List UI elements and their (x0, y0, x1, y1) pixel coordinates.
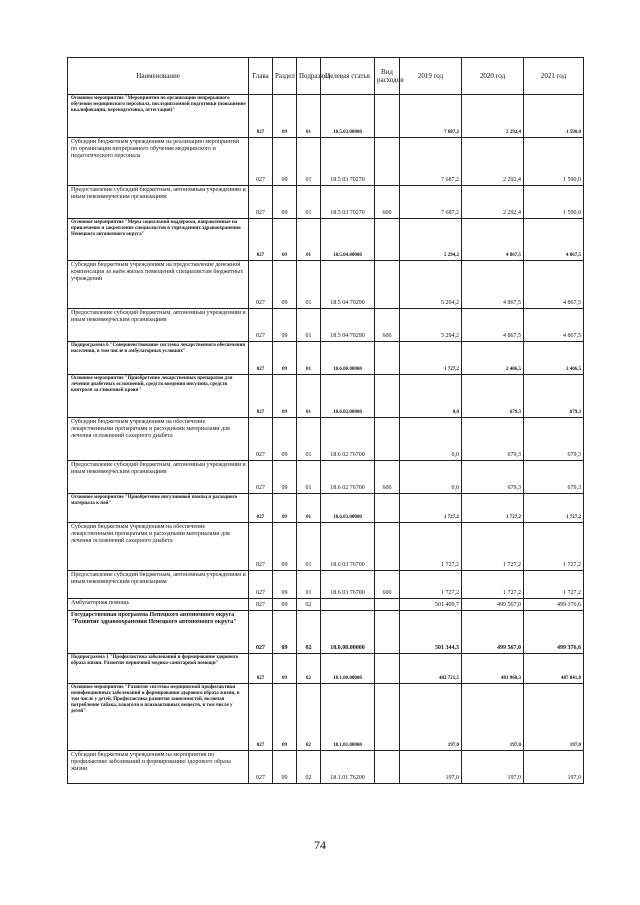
cell-chapter: 027 (249, 418, 273, 461)
cell-expense-type (375, 219, 400, 261)
cell-expense-type: 600 (375, 571, 400, 599)
cell-target: 18.6.02.00000 (321, 375, 375, 418)
cell-section: 09 (273, 342, 297, 375)
cell-name: Амбулаторная помощь (68, 599, 249, 611)
cell-2021: 679,3 (524, 418, 584, 461)
cell-2021: 679,3 (524, 461, 584, 494)
cell-chapter: 027 (249, 523, 273, 571)
cell-2021: 4 867,5 (524, 309, 584, 342)
table-row (68, 751, 584, 784)
cell-expense-type (375, 375, 400, 418)
cell-section: 09 (273, 375, 297, 418)
cell-2020: 4 867,5 (462, 219, 524, 261)
cell-target: 18.6 02 76700 (321, 461, 375, 494)
cell-2020: 1 727,2 (462, 494, 524, 523)
cell-expense-type (375, 494, 400, 523)
table-row (68, 494, 584, 523)
cell-name: Основное мероприятие "Меры социальной поддержки, направленные на привлечение и закрепление специалистов в учреждениях здравоохранения Ненецкого автономного округа" (68, 219, 249, 261)
cell-subsection: 02 (297, 684, 321, 751)
table-row (68, 611, 584, 654)
cell-chapter: 027 (249, 95, 273, 138)
cell-expense-type (375, 654, 400, 684)
cell-2020: 1 727,2 (462, 523, 524, 571)
cell-2021: 1 590,0 (524, 95, 584, 138)
table-row (68, 523, 584, 571)
cell-2019: 5 294,2 (400, 261, 462, 309)
cell-target: 18.5 03 70270 (321, 186, 375, 219)
cell-2020: 4 867,5 (462, 309, 524, 342)
cell-name: Основное мероприятие "Приобретение инсулиновой помпы и расходного материала к ней" (68, 494, 249, 523)
header-subsection: Подраздел (297, 58, 321, 95)
cell-section: 09 (273, 494, 297, 523)
cell-2020: 499 567,0 (462, 599, 524, 611)
cell-2020: 481 960,3 (462, 654, 524, 684)
cell-name: Субсидии бюджетным учреждениям на мероприятия по профилактике заболеваний и формированию здорового образа жизни (68, 751, 249, 784)
cell-name: Предоставление субсидий бюджетным, автономным учреждениям и иным некоммерческим организациям (68, 309, 249, 342)
cell-name: Подпрограмма 1 "Профилактика заболеваний и формирование здорового образа жизни. Развитие первичной медико-санитарной помощи" (68, 654, 249, 684)
cell-expense-type: 600 (375, 186, 400, 219)
cell-name: Основное мероприятие "Мероприятия по организации непрерывного обучения медицинского персонала, последипломной подготовки (повышение квалификации, переподготовка, аттестация)" (68, 95, 249, 138)
cell-name: Основное мероприятие "Развитие системы медицинской профилактики неинфекционных заболеваний и формирования здорового образа жизни, в том числе у детей. Профилактика развития зависимостей, включая потребление табака, алкоголя и психоактивных веществ, в том числе у детей" (68, 684, 249, 751)
cell-target: 18.5 03 70270 (321, 138, 375, 186)
table-row (68, 219, 584, 261)
cell-subsection: 01 (297, 261, 321, 309)
cell-chapter: 027 (249, 599, 273, 611)
header-chapter: Глава (249, 58, 273, 95)
cell-name: Субсидии бюджетным учреждениям на предоставление денежной компенсации за наём жилых помещений специалистам бюджетных учреждений (68, 261, 249, 309)
cell-section: 09 (273, 461, 297, 494)
cell-expense-type (375, 261, 400, 309)
cell-expense-type (375, 95, 400, 138)
table-row (68, 309, 584, 342)
cell-subsection: 01 (297, 219, 321, 261)
cell-2019: 0,0 (400, 418, 462, 461)
cell-expense-type (375, 418, 400, 461)
cell-2019: 482 721,5 (400, 654, 462, 684)
cell-target: 18.5 04 70290 (321, 309, 375, 342)
cell-expense-type (375, 599, 400, 611)
cell-2021: 197,0 (524, 684, 584, 751)
cell-target: 18.5 04 70290 (321, 261, 375, 309)
cell-target: 18.6 02 76700 (321, 418, 375, 461)
table-row (68, 342, 584, 375)
cell-chapter: 027 (249, 684, 273, 751)
cell-chapter: 027 (249, 461, 273, 494)
cell-section: 09 (273, 751, 297, 784)
cell-2021: 679,3 (524, 375, 584, 418)
cell-2019: 197,0 (400, 751, 462, 784)
cell-section: 09 (273, 186, 297, 219)
cell-2019: 0,0 (400, 461, 462, 494)
cell-subsection: 01 (297, 309, 321, 342)
cell-target: 18.6.03.00000 (321, 494, 375, 523)
cell-2019: 5 294,2 (400, 219, 462, 261)
cell-name: Субсидии бюджетным учреждениям на реализацию мероприятий по организации непрерывного обучения медицинского и педагогического персонала (68, 138, 249, 186)
cell-expense-type: 600 (375, 309, 400, 342)
cell-2021: 499 376,6 (524, 599, 584, 611)
cell-expense-type (375, 684, 400, 751)
cell-2019: 0,0 (400, 375, 462, 418)
cell-section: 09 (273, 138, 297, 186)
cell-subsection: 02 (297, 654, 321, 684)
cell-name: Подпрограмма 6 "Совершенствование системы лекарственного обеспечения населения, в том числе в амбулаторных условиях" (68, 342, 249, 375)
cell-2019: 501 409,7 (400, 599, 462, 611)
cell-2019: 1 727,2 (400, 571, 462, 599)
cell-2019: 7 687,2 (400, 138, 462, 186)
header-2019: 2019 год (400, 58, 462, 95)
header-expense-type: Вид расходов (375, 58, 400, 95)
cell-2021: 4 867,5 (524, 219, 584, 261)
cell-2021: 4 867,5 (524, 261, 584, 309)
cell-section: 09 (273, 684, 297, 751)
cell-2019: 7 687,2 (400, 95, 462, 138)
cell-2021: 197,0 (524, 751, 584, 784)
cell-subsection: 01 (297, 342, 321, 375)
cell-target: 18.0.00.00000 (321, 611, 375, 654)
cell-subsection: 01 (297, 461, 321, 494)
cell-2021: 1 590,0 (524, 138, 584, 186)
cell-chapter: 027 (249, 571, 273, 599)
cell-name: Государственная программа Ненецкого автономного округа "Развитие здравоохранения Ненецкого автономного округа" (68, 611, 249, 654)
cell-2020: 499 567,0 (462, 611, 524, 654)
cell-chapter: 027 (249, 494, 273, 523)
cell-chapter: 027 (249, 219, 273, 261)
cell-2020: 1 727,2 (462, 571, 524, 599)
cell-target: 18.5.04.00000 (321, 219, 375, 261)
cell-target: 18.1.00.00000 (321, 654, 375, 684)
cell-section: 09 (273, 599, 297, 611)
table-row (68, 461, 584, 494)
cell-target: 18.6 03 76700 (321, 571, 375, 599)
cell-section: 09 (273, 611, 297, 654)
cell-2020: 2 292,4 (462, 186, 524, 219)
header-2020: 2020 год (462, 58, 524, 95)
table-row (68, 138, 584, 186)
cell-chapter: 027 (249, 611, 273, 654)
cell-2021: 499 376,6 (524, 611, 584, 654)
cell-2020: 197,0 (462, 684, 524, 751)
cell-subsection: 01 (297, 186, 321, 219)
cell-section: 09 (273, 523, 297, 571)
cell-subsection: 02 (297, 611, 321, 654)
table-row (68, 186, 584, 219)
table-header-row (68, 58, 584, 95)
cell-chapter: 027 (249, 751, 273, 784)
cell-2019: 1 727,2 (400, 342, 462, 375)
cell-2021: 1 727,2 (524, 523, 584, 571)
cell-2019: 501 344,3 (400, 611, 462, 654)
cell-chapter: 027 (249, 342, 273, 375)
cell-2020: 4 867,5 (462, 261, 524, 309)
cell-target: 18.1.01.00000 (321, 684, 375, 751)
header-name: Наименование (68, 58, 249, 95)
cell-expense-type (375, 138, 400, 186)
cell-2020: 2 292,4 (462, 95, 524, 138)
cell-subsection: 01 (297, 571, 321, 599)
cell-expense-type: 600 (375, 461, 400, 494)
cell-subsection: 01 (297, 95, 321, 138)
cell-target: 18.1.01 76200 (321, 751, 375, 784)
cell-subsection: 01 (297, 494, 321, 523)
cell-target: 18.5.03.00000 (321, 95, 375, 138)
table-row (68, 599, 584, 611)
cell-name: Предоставление субсидий бюджетным, автономным учреждениям и иным некоммерческим организациям (68, 461, 249, 494)
cell-subsection: 02 (297, 751, 321, 784)
cell-subsection: 02 (297, 599, 321, 611)
cell-chapter: 027 (249, 309, 273, 342)
cell-section: 09 (273, 219, 297, 261)
cell-chapter: 027 (249, 375, 273, 418)
cell-2019: 1 727,2 (400, 523, 462, 571)
cell-2019: 7 687,2 (400, 186, 462, 219)
cell-subsection: 01 (297, 375, 321, 418)
cell-chapter: 027 (249, 138, 273, 186)
header-2021: 2021 год (524, 58, 584, 95)
cell-2020: 679,3 (462, 375, 524, 418)
cell-chapter: 027 (249, 654, 273, 684)
cell-name: Предоставление субсидий бюджетным, автономным учреждениям и иным некоммерческим организациям (68, 571, 249, 599)
cell-target: 18.6.00.00000 (321, 342, 375, 375)
table-row (68, 654, 584, 684)
cell-target: 18.6 03 76700 (321, 523, 375, 571)
cell-name: Основное мероприятие "Приобретение лекарственных препаратов для лечения диабетных осложнений, средств введения инсулина, средств контроля за гликемией крови" (68, 375, 249, 418)
cell-section: 09 (273, 571, 297, 599)
cell-section: 09 (273, 418, 297, 461)
cell-subsection: 01 (297, 138, 321, 186)
cell-chapter: 027 (249, 186, 273, 219)
cell-2020: 679,3 (462, 418, 524, 461)
cell-target (321, 599, 375, 611)
cell-name: Субсидии бюджетным учреждениям на обеспечение лекарственными препаратами и расходными материалами для лечения осложнений сахарного диабета (68, 418, 249, 461)
cell-section: 09 (273, 654, 297, 684)
table-row (68, 95, 584, 138)
table-row (68, 261, 584, 309)
cell-section: 09 (273, 261, 297, 309)
cell-expense-type (375, 611, 400, 654)
cell-2021: 2 406,5 (524, 342, 584, 375)
cell-2019: 197,0 (400, 684, 462, 751)
table-row (68, 684, 584, 751)
cell-2021: 1 590,0 (524, 186, 584, 219)
table-row (68, 418, 584, 461)
cell-subsection: 01 (297, 418, 321, 461)
cell-2021: 1 727,2 (524, 571, 584, 599)
cell-2021: 487 841,8 (524, 654, 584, 684)
table-row (68, 375, 584, 418)
cell-section: 09 (273, 309, 297, 342)
cell-name: Субсидии бюджетным учреждениям на обеспечение лекарственными препаратами и расходными материалами для лечения осложнений сахарного диабета (68, 523, 249, 571)
cell-expense-type (375, 342, 400, 375)
cell-2019: 5 294,2 (400, 309, 462, 342)
header-section: Раздел (273, 58, 297, 95)
cell-2020: 2 406,5 (462, 342, 524, 375)
budget-table (67, 57, 584, 784)
cell-name: Предоставление субсидий бюджетным, автономным учреждениям и иным некоммерческим организациям (68, 186, 249, 219)
cell-2020: 679,3 (462, 461, 524, 494)
page-number: 74 (314, 838, 326, 852)
table-row (68, 571, 584, 599)
cell-2020: 2 292,4 (462, 138, 524, 186)
cell-2021: 1 727,2 (524, 494, 584, 523)
cell-expense-type (375, 523, 400, 571)
cell-section: 09 (273, 95, 297, 138)
cell-2020: 197,0 (462, 751, 524, 784)
cell-subsection: 01 (297, 523, 321, 571)
header-target: Целевая статья (321, 58, 375, 95)
cell-expense-type (375, 751, 400, 784)
cell-2019: 1 727,2 (400, 494, 462, 523)
cell-chapter: 027 (249, 261, 273, 309)
table-body (68, 95, 584, 784)
